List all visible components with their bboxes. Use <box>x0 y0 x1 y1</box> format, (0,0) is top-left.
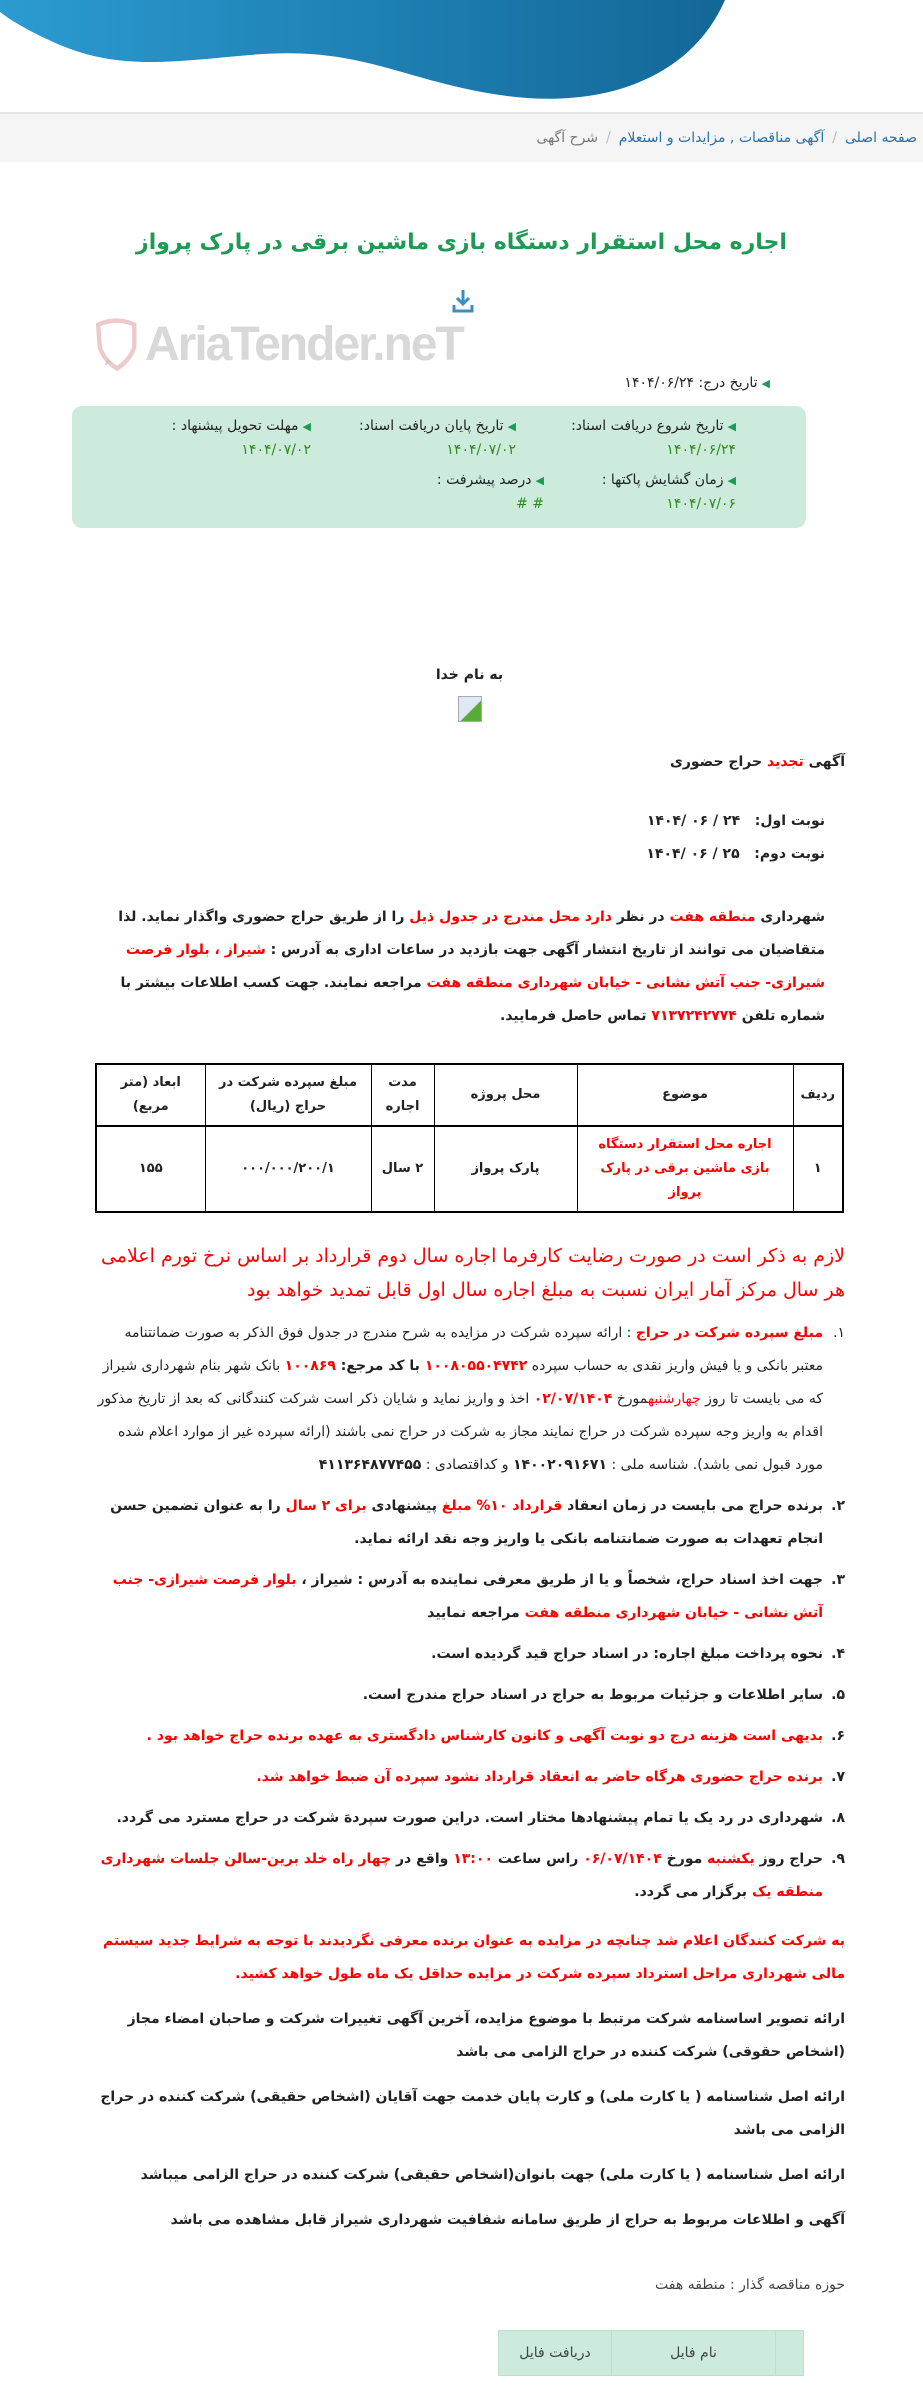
item-text <box>147 1720 823 1753</box>
item-number: ۷. <box>831 1769 845 1785</box>
text-segment: شهرداری در رد یک یا تمام پیشنهادها مختار است. دراین صورت سپردهَ شرکت در حراج مسترد می گردد. <box>116 1810 823 1826</box>
info-label: درصد پیشرفت : <box>436 472 532 488</box>
col-header: مبلغ سپرده شرکت در حراج (ریال) <box>205 1064 371 1126</box>
info-label: تاریخ پایان دریافت اسناد: <box>359 418 504 434</box>
cell-subject: اجاره محل استقرار دستگاه بازی ماشین برقی در پارک پرواز <box>577 1126 793 1212</box>
tender-info-box <box>72 406 806 528</box>
cell-row-number: ۱ <box>793 1126 843 1212</box>
caret-left-icon: ◀ <box>302 420 311 433</box>
text-segment: یکشنبه <box>707 1851 755 1867</box>
watermark-shield-icon <box>95 318 139 372</box>
requirement-item: ارائه اصل شناسنامه ( یا کارت ملی) جهت بانوان(اشخاص حقیقی) شرکت کننده در حراج الزامی میباشد <box>140 2167 845 2183</box>
watermark-logo <box>95 318 715 372</box>
text-segment: چهار راه خلد برین-سالن جلسات شهرداری منطقه یک <box>100 1851 823 1900</box>
text-segment: تماس حاصل فرمایید. <box>500 1008 652 1024</box>
item-number: ۱. <box>833 1325 845 1341</box>
text-segment: : ارائه سپرده شرکت در مزایده به شرح مندرج در جدول فوق الذکر به صورت ضمانتنامه معتبر بانکی و یا فیش واریز نقدی به حساب سپرده <box>124 1325 823 1374</box>
tender-description <box>94 660 845 2396</box>
info-value: ۱۴۰۴/۰۷/۰۲ <box>446 442 516 458</box>
text-segment: چهارشنبه <box>647 1391 701 1407</box>
text-segment: اخذ و واریز نماید و شایان ذکر است شرکت کنندگانی که بعد از تاریخ مذکور اقدام به واریز وجه سپرده شرکت در حراج نمایند مجاز به شرکت در حراج نمی باشند (ارائه سپرده غیر از موارد اعلام شده مورد قبول نمی باشد). شناسه ملی : <box>97 1391 823 1473</box>
text-segment: شیراز ، بلوار فرصت شیرازی- جنب آتش نشانی - خیابان شهرداری منطقه هفت <box>125 942 825 991</box>
info-value: ۱۴۰۴/۰۷/۰۲ <box>241 442 311 458</box>
caret-left-icon: ◀ <box>727 420 736 433</box>
item-text <box>94 1317 823 1482</box>
breadcrumb-current: شرح آگهی <box>536 130 599 146</box>
col-header: مدت اجاره <box>371 1064 434 1126</box>
item-text <box>94 1843 823 1909</box>
text-segment: ۱۰۰۸۰۵۵۰۴۷۴۲ <box>424 1358 528 1374</box>
text-segment: ۰۲/۰۷/۱۴۰۴ <box>533 1391 613 1407</box>
insert-date <box>624 375 770 391</box>
page-title: اجاره محل استقرار دستگاه بازی ماشین برقی در پارک پرواز <box>136 230 787 255</box>
requirement-item: ارائه تصویر اساسنامه شرکت مرتبط با موضوع مزایده، آخرین آگهی تغییرات شرکت و صاحبان امضاء مجاز (اشخاص حقوقی) شرکت کننده در حراج الزامی می باشد <box>127 2011 845 2060</box>
files-col-name: نام فایل <box>612 2331 776 2376</box>
text-segment: پیشنهادی <box>366 1498 442 1514</box>
item-number: ۵. <box>831 1687 845 1703</box>
text-segment: ۰۶/۰۷/۱۴۰۴ <box>583 1851 662 1867</box>
text-segment: قرارداد ۱۰% مبلغ <box>441 1498 563 1514</box>
text-segment: سایر اطلاعات و جزئیات مربوط به حراج در اسناد حراج مندرج است. <box>362 1687 823 1703</box>
table-header-row <box>96 1064 843 1126</box>
item-number: ۸. <box>831 1810 845 1826</box>
text-segment: برای ۲ سال <box>285 1498 367 1514</box>
text-segment: ۱۳:۰۰ <box>453 1851 493 1867</box>
text-segment: جهت اخذ اسناد حراج، شخصاً و یا از طریق معرفی نماینده به آدرس : شیراز ، <box>296 1572 823 1588</box>
text-segment: مراجعه نمایید <box>427 1605 525 1621</box>
text-segment: را به عنوان تضمین حسن انجام تعهدات به صورت ضمانتنامه بانکی یا واریز وجه نقد ارائه نماید. <box>110 1498 823 1547</box>
text-segment: منطقه هفت <box>669 909 756 925</box>
item-number: ۳. <box>831 1572 845 1588</box>
item-number: ۶. <box>831 1728 845 1744</box>
info-end-date <box>359 418 516 458</box>
caret-left-icon: ◀ <box>727 474 736 487</box>
text-segment: در نظر <box>611 909 670 925</box>
turn-value: ۲۴ / ۰۶ /۱۴۰۴ <box>646 813 741 829</box>
text-segment: ۱۰۰۸۶۹ <box>284 1358 336 1374</box>
text-segment: بلوار فرصت شیرازی- جنب آتش نشانی - خیابان شهرداری منطقه هفت <box>112 1572 823 1621</box>
breadcrumb <box>0 112 923 162</box>
text-segment: حراج روز <box>754 1851 823 1867</box>
table-row <box>96 1126 843 1212</box>
files-header-row <box>499 2331 804 2376</box>
condition-item <box>94 1720 845 1753</box>
text-segment: نحوه پرداخت مبلغ اجاره: در اسناد حراج قید گردیده است. <box>431 1646 823 1662</box>
basmala: به نام خدا <box>435 667 504 683</box>
requirement-item: ارائه اصل شناسنامه ( یا کارت ملی) و کارت پایان خدمت جهت آقایان (اشخاص حقیقی) شرکت کننده در حراج الزامی می باشد <box>100 2089 845 2138</box>
breadcrumb-home[interactable]: صفحه اصلی <box>844 130 917 146</box>
refund-notice: به شرکت کنندگان اعلام شد چنانچه در مزایده به عنوان برنده معرفی نگردیدند با توجه به شرایط جدید سیستم مالی شهرداری مراحل استرداد سپرده شرکت در مزایده حداقل یک ماه طول خواهد کشید. <box>102 1933 845 1982</box>
tender-zone: حوزه مناقصه گذار : منطقه هفت <box>655 2277 845 2293</box>
info-value: ۱۴۰۴/۰۷/۰۶ <box>666 496 736 512</box>
text-segment: حراج حضوری <box>669 754 767 770</box>
info-deadline <box>172 418 311 458</box>
text-segment: تجدید <box>766 754 804 770</box>
cell-deposit: ۰۰۰/۰۰۰/۲۰۰/۱ <box>205 1126 371 1212</box>
download-icon[interactable] <box>452 288 474 314</box>
item-text <box>256 1761 823 1794</box>
item-text <box>116 1802 823 1835</box>
requirement-item: آگهی و اطلاعات مربوط به حراج از طریق سامانه شفافیت شهرداری شیراز قابل مشاهده می باشد <box>170 2212 845 2228</box>
col-header: ردیف <box>793 1064 843 1126</box>
text-segment: برگزار می گردد. <box>634 1884 752 1900</box>
text-segment: دارد محل مندرج در جدول ذیل <box>409 909 612 925</box>
caret-left-icon: ◀ <box>507 420 516 433</box>
info-label: مهلت تحویل پیشنهاد : <box>171 418 299 434</box>
condition-item <box>94 1802 845 1835</box>
item-text <box>363 1679 823 1712</box>
text-segment: آگهی <box>803 754 845 770</box>
info-label: زمان گشایش پاکتها : <box>601 472 724 488</box>
turn-label: نوبت اول: <box>754 813 825 829</box>
files-table <box>498 2330 804 2376</box>
intro-paragraph <box>94 901 845 1033</box>
condition-item <box>94 1843 845 1909</box>
col-header: ابعاد (متر مربع) <box>96 1064 205 1126</box>
item-text <box>94 1490 823 1556</box>
info-label: تاریخ شروع دریافت اسناد: <box>571 418 724 434</box>
auction-table <box>95 1063 844 1213</box>
item-number: ۹. <box>831 1851 845 1867</box>
files-col-index <box>776 2331 804 2376</box>
watermark-text: AriaTender.neT <box>145 318 463 371</box>
text-segment: با کد مرجع: <box>335 1358 425 1374</box>
text-segment: برنده حراج حضوری هرگاه حاضر به انعقاد قرارداد نشود سپرده آن ضبط خواهد شد. <box>256 1769 823 1785</box>
header-wave-banner <box>0 0 923 110</box>
text-segment: راس ساعت <box>493 1851 584 1867</box>
text-segment: ۷۱۳۷۲۴۲۷۷۴ <box>651 1008 737 1024</box>
extension-notice: لازم به ذکر است در صورت رضایت کارفرما اجاره سال دوم قرارداد بر اساس نرخ تورم اعلامی هر سال مرکز آمار ایران نسبت به مبلغ اجاره سال اول قابل تمدید خواهد بود <box>100 1245 845 1301</box>
info-value: ۱۴۰۴/۰۶/۲۴ <box>666 442 736 458</box>
insert-date-label: تاریخ درج: <box>698 375 758 391</box>
col-header: موضوع <box>577 1064 793 1126</box>
condition-item <box>94 1317 845 1482</box>
breadcrumb-separator: / <box>832 130 837 146</box>
text-segment: مورخ <box>661 1851 708 1867</box>
info-progress <box>437 472 544 512</box>
item-number: ۴. <box>831 1646 845 1662</box>
text-segment: مورخ <box>612 1391 648 1407</box>
info-start-date <box>571 418 736 458</box>
text-segment: واقع در <box>391 1851 454 1867</box>
cell-location: پارک پرواز <box>434 1126 577 1212</box>
text-segment: برنده حراج می بایست در زمان انعقاد <box>562 1498 823 1514</box>
condition-item <box>94 1679 845 1712</box>
text-segment: مبلغ سپرده شرکت در حراج <box>635 1325 823 1341</box>
turn-first <box>94 805 845 838</box>
breadcrumb-separator: / <box>606 130 611 146</box>
text-segment: ۴۱۱۳۶۴۸۷۷۴۵۵ <box>318 1457 422 1473</box>
cell-duration: ۲ سال <box>371 1126 434 1212</box>
item-text <box>431 1638 823 1671</box>
text-segment: را از طریق حراج حضوری واگذار نماید. لذا متقاضیان می توانند از تاریخ انتشار آگهی جهت بازدید در ساعات اداری به آدرس : <box>118 909 825 958</box>
condition-item <box>94 1564 845 1630</box>
turn-value: ۲۵ / ۰۶ /۱۴۰۴ <box>646 846 740 862</box>
breadcrumb-section[interactable]: آگهی مناقصات , مزایدات و استعلام <box>618 130 825 146</box>
condition-item <box>94 1638 845 1671</box>
turn-second <box>94 838 845 871</box>
files-col-download: دریافت فایل <box>499 2331 612 2376</box>
text-segment: بدیهی است هزینه درج دو نوبت آگهی و کانون کارشناس دادگستری به عهده برنده حراج خواهد بود . <box>146 1728 823 1744</box>
item-number: ۲. <box>831 1498 845 1514</box>
info-opening-date <box>602 472 736 512</box>
conditions-list <box>94 1317 845 1909</box>
text-segment: مراجعه نمایند. جهت کسب اطلاعات بیشتر با شماره تلفن <box>120 975 825 1024</box>
caret-left-icon: ◀ <box>535 474 544 487</box>
text-segment: ۱۴۰۰۲۰۹۱۶۷۱ <box>513 1457 607 1473</box>
text-segment: شهرداری <box>755 909 825 925</box>
col-header: محل پروژه <box>434 1064 577 1126</box>
text-segment: و کداقتصادی : <box>421 1457 513 1473</box>
cell-area: ۱۵۵ <box>96 1126 205 1212</box>
item-text <box>94 1564 823 1630</box>
requirements-list <box>94 2003 845 2237</box>
condition-item <box>94 1761 845 1794</box>
text-segment: بانک شهر بنام شهرداری شیراز که می بایست تا روز <box>102 1358 823 1407</box>
turn-label: نوبت دوم: <box>754 846 825 862</box>
notice-heading <box>94 746 845 779</box>
caret-left-icon: ◀ <box>761 377 770 390</box>
insert-date-value: ۱۴۰۴/۰۶/۲۴ <box>624 375 695 391</box>
info-value: # # <box>516 496 544 512</box>
broken-image-icon <box>94 696 845 728</box>
condition-item <box>94 1490 845 1556</box>
